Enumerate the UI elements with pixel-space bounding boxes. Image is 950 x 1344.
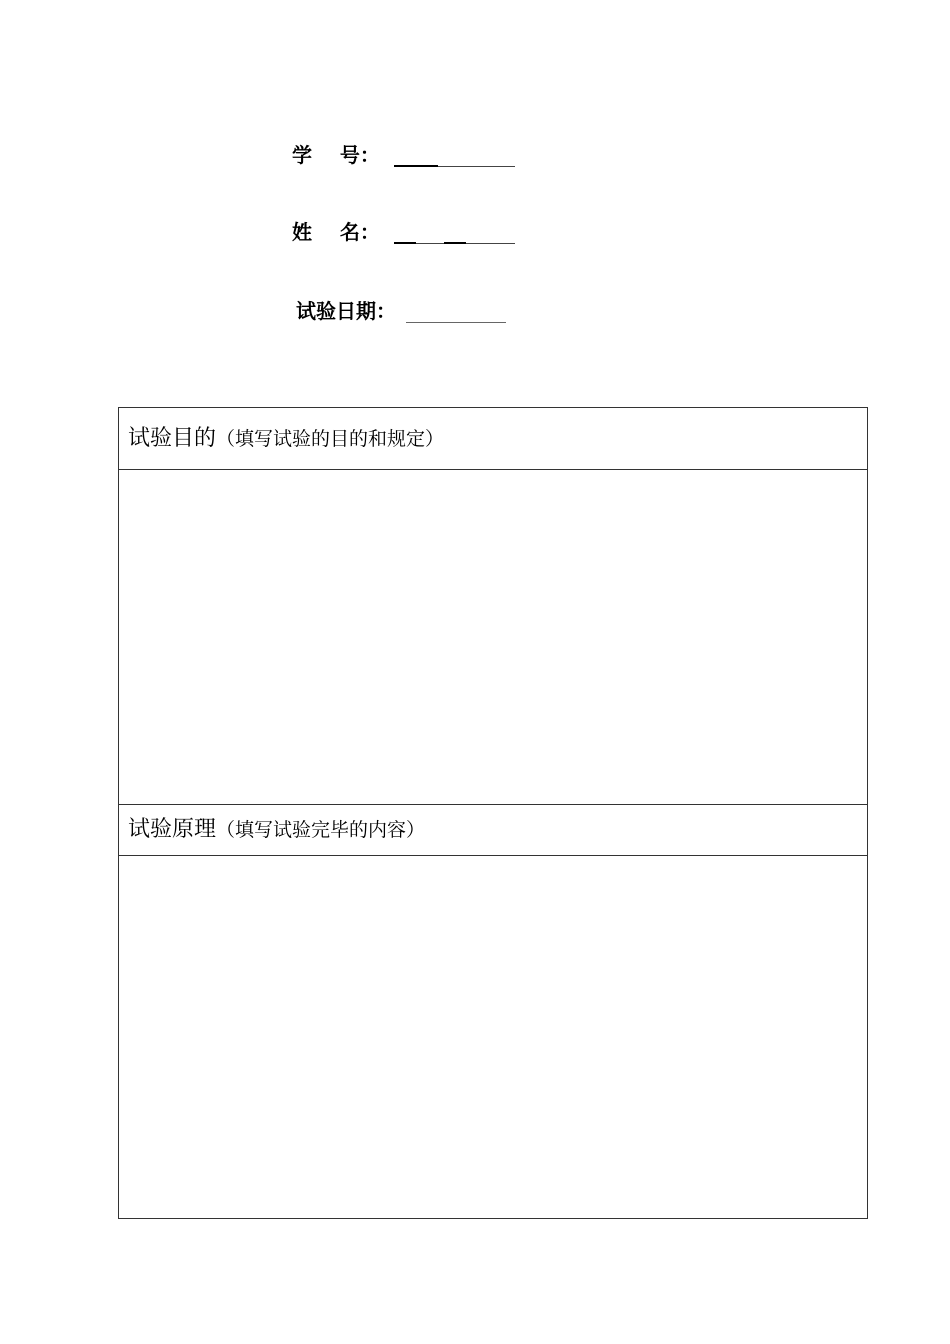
experiment-form-table [118, 407, 868, 1219]
date-field [296, 293, 506, 323]
name-label: 姓 名： [292, 220, 380, 244]
objective-content-area[interactable] [119, 470, 867, 805]
principle-section-header [119, 805, 867, 856]
underline-segment [394, 165, 438, 167]
student-id-label: 学 号： [292, 143, 380, 167]
principle-content-area[interactable] [119, 856, 867, 1218]
date-label: 试验日期： [296, 299, 396, 323]
principle-title: 试验原理 [128, 817, 217, 842]
underline-segment [444, 242, 466, 244]
objective-title: 试验目的 [128, 425, 217, 451]
name-input[interactable] [394, 221, 515, 244]
student-id-input[interactable] [394, 144, 515, 167]
name-field [292, 214, 515, 244]
student-id-field [292, 137, 515, 167]
objective-section-header [119, 408, 867, 470]
principle-hint: （填写试验完毕的内容） [216, 819, 426, 841]
objective-hint: （填写试验的目的和规定） [216, 427, 445, 450]
date-input[interactable] [406, 300, 506, 323]
underline-segment [394, 242, 416, 244]
